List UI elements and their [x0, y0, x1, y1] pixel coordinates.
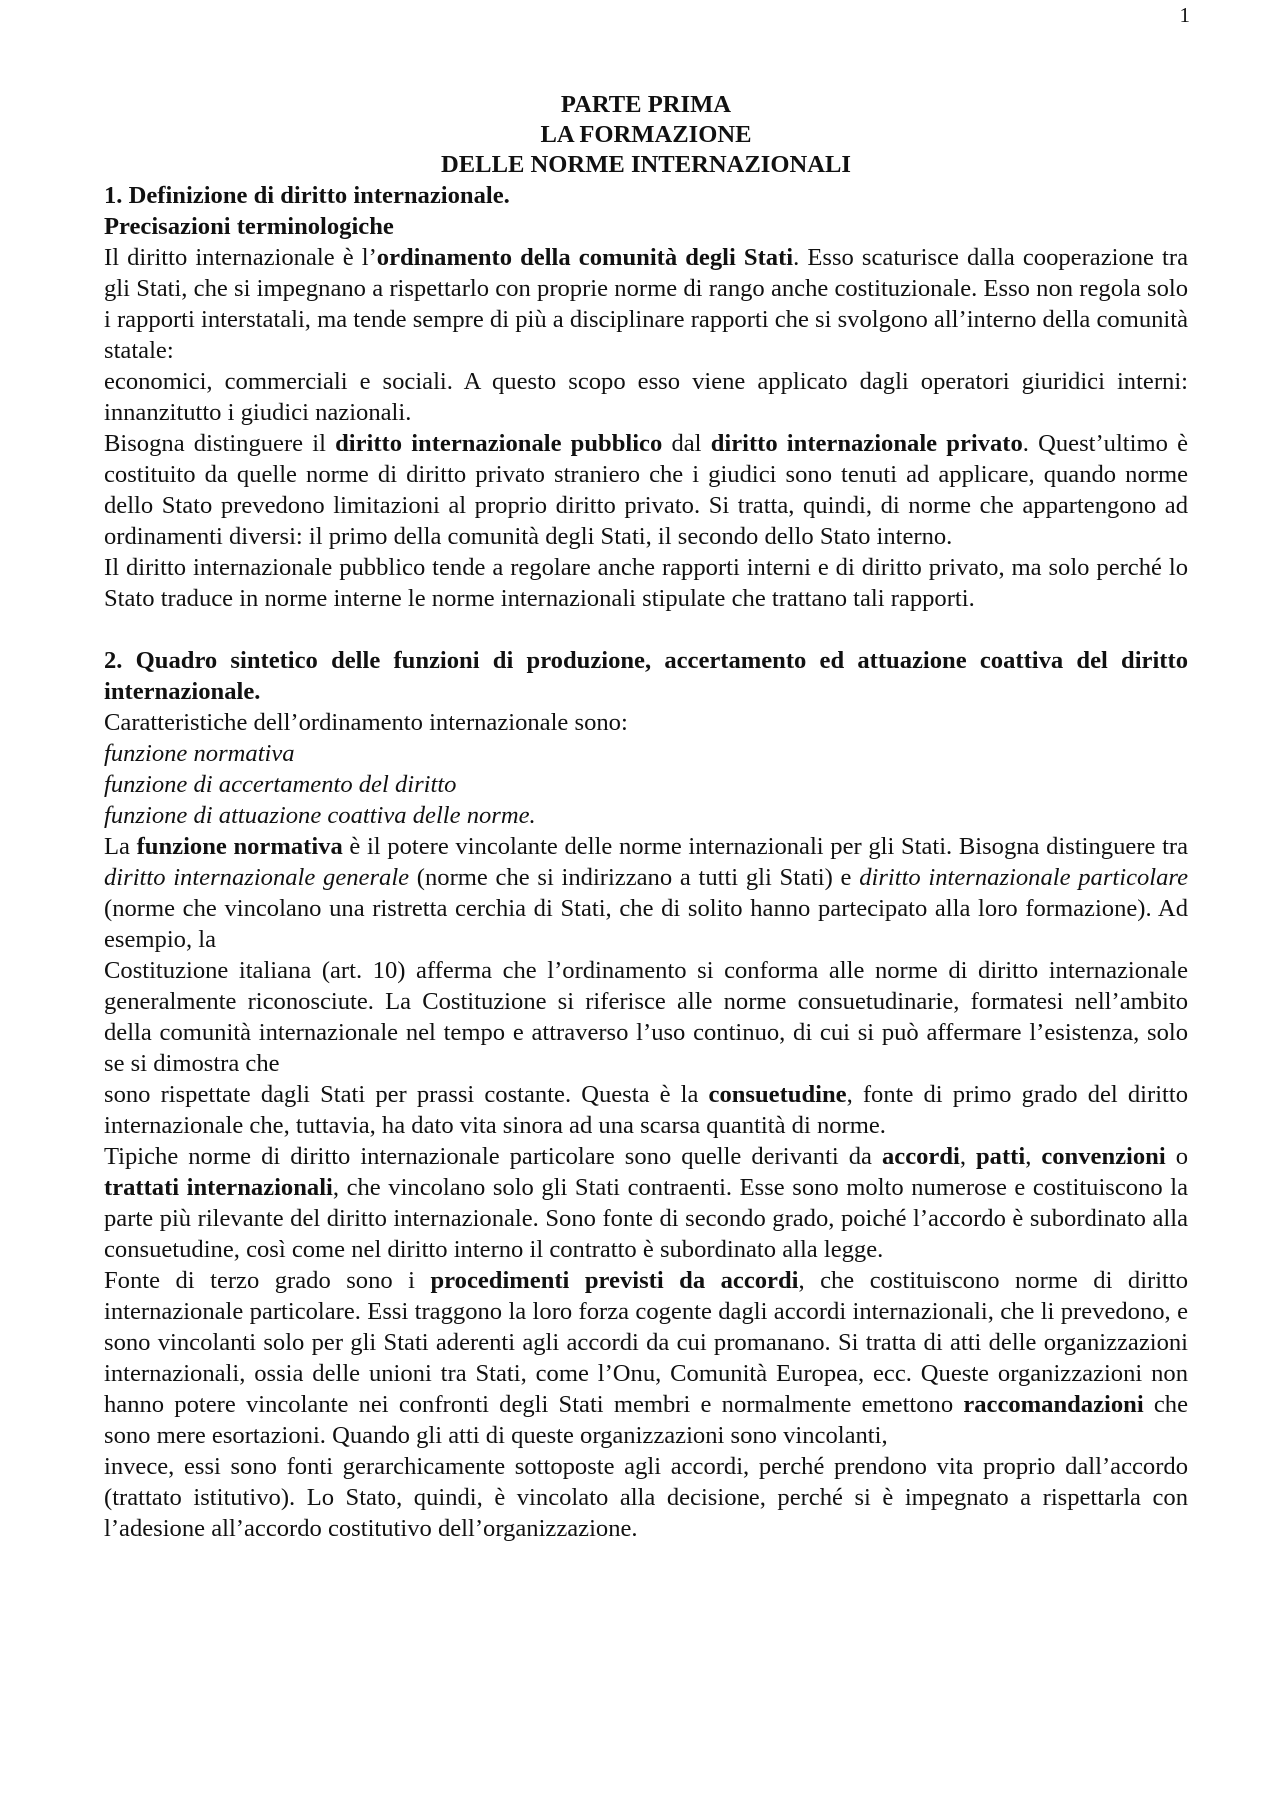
text-run: La	[104, 833, 137, 860]
text-run: . Quest’ultimo è costituito da quelle norme di diritto privato straniero che i giudici sono tenuti ad applicare, quando norme dello Stato prevedono limitazioni al proprio diritto privato. Si tratta, quindi, di norme che appartengono ad ordinamenti diversi: il primo della comunità degli Stati, il secondo dello Stato interno.	[104, 430, 1188, 550]
bold-term: trattati internazionali	[104, 1174, 333, 1201]
bold-term: ordinamento della comunità degli Stati	[376, 244, 794, 271]
text-run: Bisogna distinguere il	[104, 430, 336, 457]
part-title-line: LA FORMAZIONE	[540, 121, 752, 148]
italic-term: diritto internazionale generale	[104, 864, 410, 891]
bold-term: procedimenti previsti da accordi	[430, 1267, 799, 1294]
bold-term: funzione normativa	[136, 833, 343, 860]
bold-term: raccomandazioni	[963, 1391, 1144, 1418]
paragraph	[104, 1079, 1188, 1141]
text-run: Il diritto internazionale è l’	[104, 244, 377, 271]
spacer	[104, 614, 1188, 645]
part-title	[104, 90, 1188, 180]
italic-term: diritto internazionale particolare	[859, 864, 1188, 891]
part-title-line: PARTE PRIMA	[560, 91, 732, 118]
function-item: funzione di attuazione coattiva delle norme.	[104, 802, 536, 829]
text-run: è il potere vincolante delle norme internazionali per gli Stati. Bisogna distinguere tra	[342, 833, 1189, 860]
paragraph	[104, 1265, 1188, 1451]
section-1-heading: 1. Definizione di diritto internazionale.	[104, 182, 510, 209]
page-number: 1	[1179, 3, 1190, 27]
paragraph	[104, 366, 1188, 428]
text-run: ,	[959, 1143, 976, 1170]
text-run: Il diritto internazionale pubblico tende a regolare anche rapporti interni e di diritto privato, ma solo perché lo Stato traduce in norme interne le norme internazionali stipulate che trattano tali rapporti.	[104, 554, 1188, 612]
text-run: Tipiche norme di diritto internazionale particolare sono quelle derivanti da	[104, 1143, 882, 1170]
paragraph	[104, 1451, 1188, 1544]
function-item: funzione di accertamento del diritto	[104, 771, 457, 798]
text-run: ,	[1025, 1143, 1042, 1170]
text-run: , fonte di primo grado del diritto internazionale che, tuttavia, ha dato vita sinora ad una scarsa quantità di norme.	[104, 1081, 1188, 1139]
paragraph	[104, 831, 1188, 955]
paragraph	[104, 428, 1188, 552]
text-run: (norme che si indirizzano a tutti gli Stati) e	[409, 864, 860, 891]
text-run: , che costituiscono norme di diritto internazionale particolare. Essi traggono la loro forza cogente dagli accordi internazionali, che li prevedono, e sono vincolanti solo per gli Stati aderenti agli accordi da cui promanano. Si tratta di atti delle organizzazioni internazionali, ossia delle unioni tra Stati, come l’Onu, Comunità Europea, ecc. Queste organizzazioni non hanno potere vincolante nei confronti degli Stati membri e normalmente emettono	[104, 1267, 1189, 1418]
section-2-heading: 2. Quadro sintetico delle funzioni di produzione, accertamento ed attuazione coattiva del diritto internazionale.	[104, 647, 1188, 705]
paragraph	[104, 242, 1188, 366]
functions-intro: Caratteristiche dell’ordinamento internazionale sono:	[104, 709, 628, 736]
text-run: sono rispettate dagli Stati per prassi costante. Questa è la	[104, 1081, 709, 1108]
bold-term: convenzioni	[1041, 1143, 1166, 1170]
text-run: Costituzione italiana (art. 10) afferma che l’ordinamento si conforma alle norme di diritto internazionale generalmente riconosciute. La Costituzione si riferisce alle norme consuetudinarie, formatesi nell’ambito della comunità internazionale nel tempo e attraverso l’uso continuo, di cui si può affermare l’esistenza, solo se si dimostra che	[104, 957, 1188, 1077]
paragraph	[104, 955, 1188, 1079]
text-run: , che vincolano solo gli Stati contraenti. Esse sono molto numerose e costituiscono la parte più rilevante del diritto internazionale. Sono fonte di secondo grado, poiché l’accordo è subordinato alla consuetudine, così come nel diritto interno il contratto è subordinato alla legge.	[104, 1174, 1189, 1263]
text-run: . Esso scaturisce dalla cooperazione tra gli Stati, che si impegnano a rispettarlo con proprie norme di rango anche costituzionale. Esso non regola solo i rapporti interstatali, ma tende sempre di più a disciplinare rapporti che si svolgono all’interno della comunità statale:	[104, 244, 1188, 364]
document-body	[104, 90, 1188, 1544]
text-run: dal	[662, 430, 711, 457]
bold-term: patti	[976, 1143, 1026, 1170]
bold-term: diritto internazionale pubblico	[335, 430, 663, 457]
paragraph	[104, 552, 1188, 614]
text-run: che sono mere esortazioni. Quando gli atti di queste organizzazioni sono vincolanti,	[104, 1391, 1188, 1449]
part-title-line: DELLE NORME INTERNAZIONALI	[441, 151, 851, 178]
paragraph	[104, 1141, 1188, 1265]
bold-term: accordi	[881, 1143, 960, 1170]
text-run: economici, commerciali e sociali. A questo scopo esso viene applicato dagli operatori giuridici interni: innanzitutto i giudici nazionali.	[104, 368, 1188, 426]
text-run: invece, essi sono fonti gerarchicamente sottoposte agli accordi, perché prendono vita proprio dall’accordo (trattato istitutivo). Lo Stato, quindi, è vincolato alla decisione, perché si è impegnato a rispettarla con l’adesione all’accordo costitutivo dell’organizzazione.	[104, 1453, 1188, 1542]
bold-term: diritto internazionale privato	[710, 430, 1023, 457]
bold-term: consuetudine	[708, 1081, 847, 1108]
text-run: o	[1165, 1143, 1188, 1170]
text-run: Fonte di terzo grado sono i	[104, 1267, 431, 1294]
text-run: (norme che vincolano una ristretta cerchia di Stati, che di solito hanno partecipato alla loro formazione). Ad esempio, la	[104, 895, 1188, 953]
section-1-subheading: Precisazioni terminologiche	[104, 213, 394, 240]
function-item: funzione normativa	[104, 740, 295, 767]
